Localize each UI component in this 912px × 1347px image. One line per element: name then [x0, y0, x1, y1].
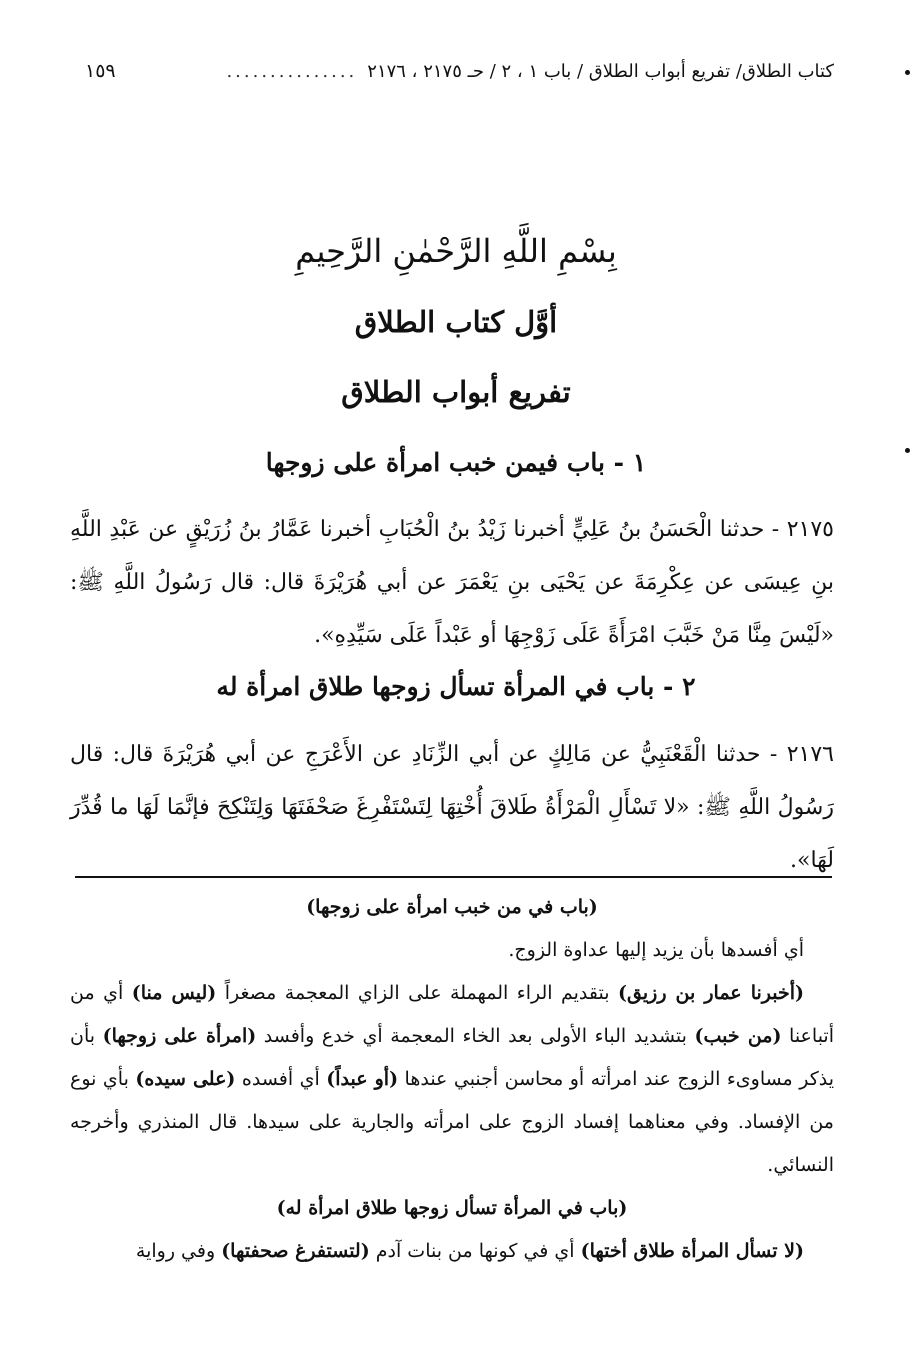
commentary-text: بتقديم الراء المهملة على الزاي المعجمة مصغراً [216, 982, 619, 1004]
quoted-phrase: (لا تسأل المرأة طلاق أختها) [580, 1240, 804, 1262]
commentary [70, 886, 834, 1273]
page-number: ١٥٩ [85, 60, 116, 82]
edge-dot [905, 70, 910, 75]
commentary-text: وفي رواية [135, 1240, 222, 1262]
chapter-title: فيمن خبب امرأة على زوجها [265, 448, 559, 477]
quoted-phrase: (على سيده) [135, 1068, 236, 1090]
chapter-word: باب [566, 448, 605, 477]
running-header [85, 56, 834, 86]
running-title: كتاب الطلاق/ تفريع أبواب الطلاق / باب ١ ، ٢ / حـ ٢١٧٥ ، ٢١٧٦ [367, 60, 834, 82]
basmala: بِسْمِ اللَّهِ الرَّحْمٰنِ الرَّحِيمِ [295, 232, 617, 270]
section-title: تفريع أبواب الطلاق [341, 375, 571, 409]
commentary-text: بأي نوع من الإفساد. وفي معناهما إفساد الزوج على امرأته والجارية على سيدها. قال المنذري وأخرجه النسائي. [70, 1068, 834, 1176]
quoted-phrase: (من خبب) [694, 1025, 782, 1047]
edge-dot [905, 448, 910, 453]
chapter-number: ٢ - [663, 672, 696, 701]
commentary-paragraph [70, 1230, 834, 1273]
quoted-phrase: (أو عبداً) [326, 1068, 399, 1090]
quoted-phrase: (أخبرنا عمار بن رزيق) [618, 982, 805, 1004]
chapter-heading-1 [60, 448, 852, 477]
hadith-2176: ٢١٧٦ - حدثنا الْقَعْنَبِيُّ عن مَالِكٍ عن أبي الزِّنَادِ عن الأَعْرَجِ عن أبي هُرَيْرَةَ قال: قال رَسُولُ اللَّهِ ﷺ: «لا تَسْأَلِ الْمَرْأَةُ طَلاقَ أُخْتِهَا لِتَسْتَفْرِغَ صَحْفَتَهَا وَلِتَنْكِحَ فإنَّمَا لَهَا ما قُدِّرَ لَهَا». [70, 742, 834, 873]
quoted-phrase: (امرأة على زوجها) [102, 1025, 257, 1047]
chapter-title: في المرأة تسأل زوجها طلاق امرأة له [216, 672, 608, 701]
commentary-text: أي في كونها من بنات آدم [369, 1240, 581, 1262]
header-leader-dots: ............... [226, 60, 358, 82]
chapter-heading-2 [60, 672, 852, 701]
commentary-text: أي من أتباعنا [70, 982, 834, 1047]
commentary-text: بتشديد الباء الأولى بعد الخاء المعجمة أي خدع وأفسد [256, 1025, 695, 1047]
commentary-heading-2: (باب في المرأة تسأل زوجها طلاق امرأة له) [276, 1197, 628, 1219]
commentary-heading-1: (باب في من خبب امرأة على زوجها) [306, 896, 598, 918]
quoted-phrase: (لتستفرغ صحفتها) [221, 1240, 370, 1262]
footnote-divider [75, 876, 832, 878]
commentary-paragraph [70, 972, 834, 1187]
commentary-text: بأن يذكر مساوىء الزوج عند امرأته أو محاسن أجنبي عندها [70, 1025, 835, 1090]
quoted-phrase: (ليس منا) [131, 982, 217, 1004]
chapter-number: ١ - [613, 448, 647, 477]
commentary-text: أي أفسده [235, 1068, 327, 1090]
book-title: أوَّل كتاب الطلاق [354, 305, 558, 339]
chapter-word: باب [616, 672, 655, 701]
hadith-2175: ٢١٧٥ - حدثنا الْحَسَنُ بنُ عَلِيٍّ أخبرنا زَيْدُ بنُ الْحُبَابِ أخبرنا عَمَّارُ بنُ زُرَيْقٍ عن عَبْدِ اللَّهِ بنِ عِيسَى عن عِكْرِمَةَ عن يَحْيَى بنِ يَعْمَرَ عن أبي هُرَيْرَةَ قال: قال رَسُولُ اللَّهِ ﷺ: «لَيْسَ مِنَّا مَنْ خَبَّبَ امْرَأَةً عَلَى زَوْجِهَا أو عَبْداً عَلَى سَيِّدِهِ». [70, 517, 834, 648]
commentary-line: أي أفسدها بأن يزيد إليها عداوة الزوج. [508, 939, 804, 961]
